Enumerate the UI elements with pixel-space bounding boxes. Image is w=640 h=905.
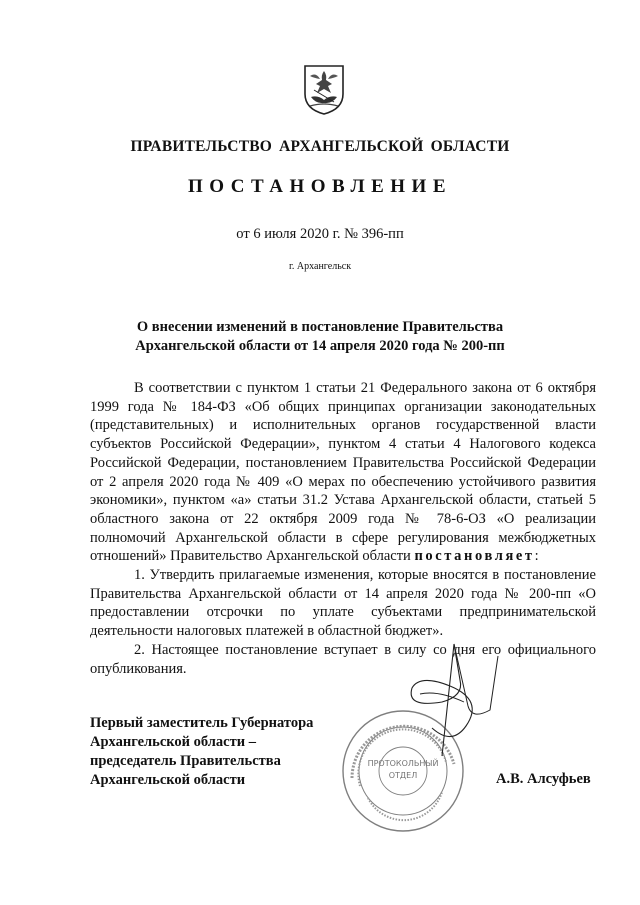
position-line-2: Архангельской области – xyxy=(90,734,256,750)
signatory-position xyxy=(90,714,313,790)
title-line-2: Архангельской области от 14 апреля 2020 года № 200-пп xyxy=(135,338,505,354)
city-line: г. Архангельск xyxy=(288,261,352,272)
organization-name: ПРАВИТЕЛЬСТВО АРХАНГЕЛЬСКОЙ ОБЛАСТИ xyxy=(130,138,510,155)
document-type: ПОСТАНОВЛЕНИЕ xyxy=(187,176,453,197)
coat-of-arms-emblem xyxy=(302,62,346,116)
preamble-paragraph xyxy=(90,379,596,566)
preamble-text: В соответствии с пунктом 1 статьи 21 Федерального закона от 6 октября 1999 года № 184-ФЗ «Об общих принципах организации законодательных (представительных) и исполнительных органов государственной власти субъектов Российской Федерации», пунктом 4 статьи 4 Налогового кодекса Российской Федерации, постановлением Правительства Российской Федерации от 2 апреля 2020 года № 409 «О мерах по обеспечению устойчивого развития экономики», пунктом «а» статьи 31.2 Устава Архангельской области, статьей 5 областного закона от 22 октября 2009 года № 78-6-ОЗ «О реализации полномочий Архангельской области в сфере регулирования межбюджетных отношений» Правительство Архангельской области xyxy=(90,380,596,565)
document-title xyxy=(0,318,640,356)
date-number-line: от 6 июля 2020 г. № 396-пп xyxy=(236,226,404,242)
item-1-paragraph: 1. Утвердить прилагаемые изменения, которые вносятся в постановление Правительства Архангельской области от 14 апреля 2020 года № 200-пп «О предоставлении отсрочки по уплате субъектами предпринимательской деятельности налоговых платежей в областной бюджет». xyxy=(90,567,596,640)
preamble-colon: : xyxy=(534,548,539,565)
handwritten-signature xyxy=(372,636,522,766)
title-line-1: О внесении изменений в постановление Правительства xyxy=(136,319,504,335)
document-body xyxy=(90,379,596,678)
stamp-text-line-1: ПРОТОКОЛЬНЫЙ xyxy=(367,759,439,768)
position-line-3: председатель Правительства xyxy=(90,753,281,769)
resolves-keyword: постановляет xyxy=(414,548,535,565)
item-2-paragraph: 2. Настоящее постановление вступает в силу со дня его официального опубликования. xyxy=(90,641,596,677)
stamp-text-line-2: ОТДЕЛ xyxy=(388,771,418,780)
position-line-1: Первый заместитель Губернатора xyxy=(90,715,314,731)
position-line-4: Архангельской области xyxy=(90,772,246,788)
signatory-name: А.В. Алсуфьев xyxy=(496,771,591,787)
